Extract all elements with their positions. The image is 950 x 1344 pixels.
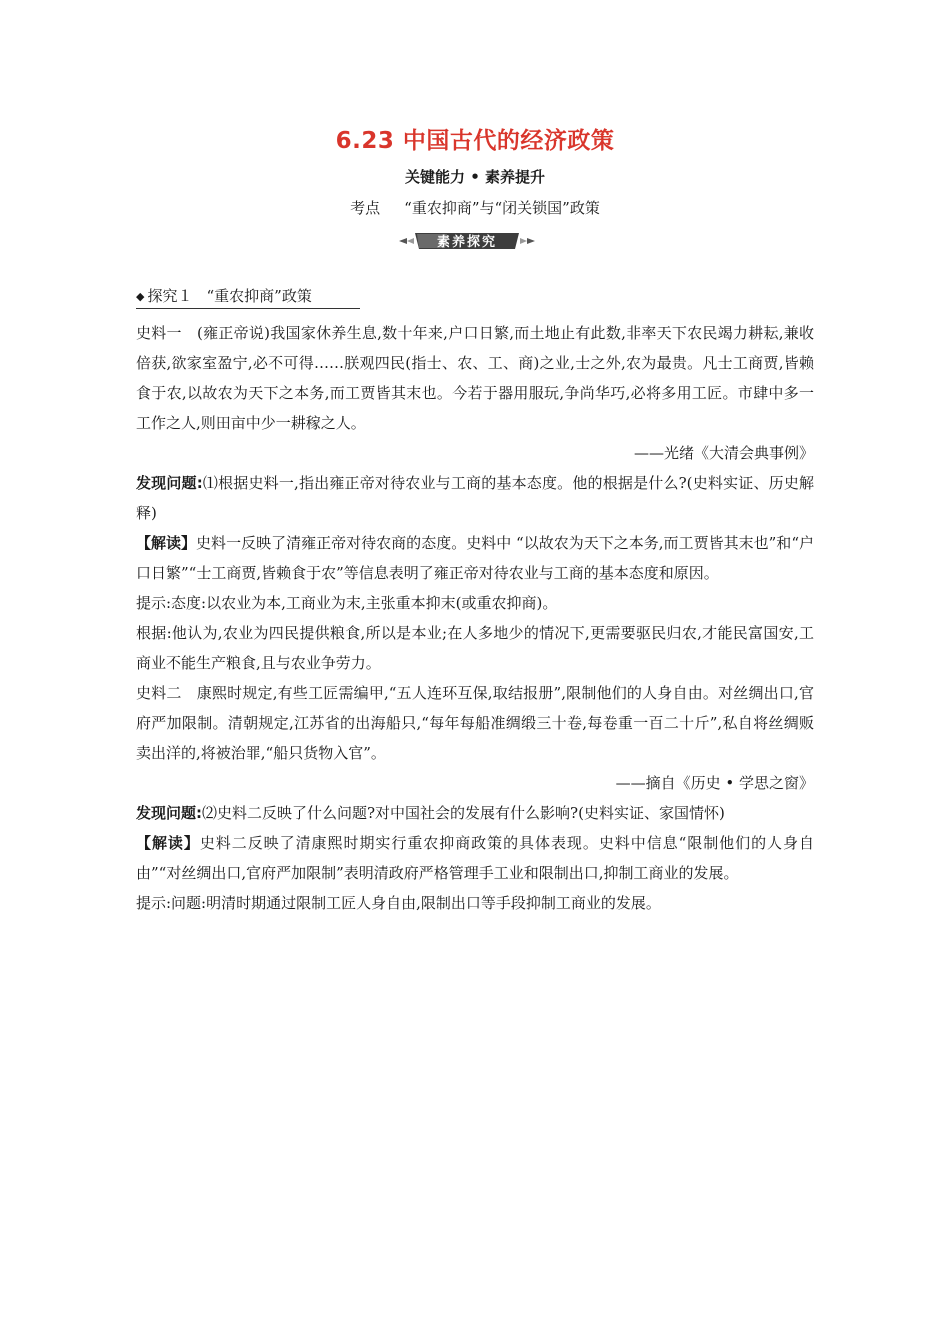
- source-1-citation: ——光绪《大清会典事例》: [633, 444, 814, 462]
- source-2-citation: ——摘自《历史 • 学思之窗》: [615, 774, 814, 792]
- section-text: “重农抑商”政策: [206, 287, 312, 305]
- source-1: 史料一 (雍正帝说)我国家休养生息,数十年来,户口日繁,而土地止有此数,非率天下农民竭力耕耘,兼收倍获,欲家室盈宁,必不可得……朕观四民(指士、农、工、商)之业,士之外,农为最贵。凡士工商贾,皆赖食于农,以故农为天下之本务,而工贾皆其末也。今若于器用服玩,争尚华巧,必将多用工匠。市肆中多一工作之人,则田亩中少一耕稼之人。: [136, 324, 814, 432]
- page-subtitle: 关键能力 • 素养提升: [404, 168, 546, 186]
- section-heading: [136, 285, 360, 309]
- question-text: ⑵史料二反映了什么问题?对中国社会的发展有什么影响?(史料实证、家国情怀): [202, 804, 725, 822]
- source-2: 史料二 康熙时规定,有些工匠需编甲,“五人连环互保,取结报册”,限制他们的人身自由。对丝绸出口,官府严加限制。清朝规定,江苏省的出海船只,“每年每船准绸缎三十卷,每卷重一百二十斤”,私自将丝绸贩卖出洋的,将被治罪,“船只货物入官”。: [136, 684, 814, 762]
- question-1: [136, 468, 814, 528]
- section-banner: [397, 228, 537, 254]
- analysis-label: 【解读】: [136, 834, 200, 852]
- topic-label: 考点: [350, 199, 381, 217]
- question-2: [136, 798, 814, 828]
- question-label: 发现问题:: [136, 474, 203, 492]
- topic-text: “重农抑商”与“闭关锁国”政策: [404, 199, 600, 217]
- page-title: 6.23 中国古代的经济政策: [335, 128, 615, 154]
- question-text: ⑴根据史料一,指出雍正帝对待农业与工商的基本态度。他的根据是什么?(史料实证、历史解释): [136, 474, 815, 522]
- analysis-2: [136, 828, 814, 888]
- question-label: 发现问题:: [136, 804, 202, 822]
- banner-text: 素养探究: [436, 235, 498, 250]
- analysis-label: 【解读】: [136, 534, 197, 552]
- hint-basis: 根据:他认为,农业为四民提供粮食,所以是本业;在人多地少的情况下,更需要驱民归农,才能民富国安,工商业不能生产粮食,且与农业争劳力。: [136, 624, 814, 672]
- analysis-text: 史料一反映了清雍正帝对待农商的态度。史料中 “以故农为天下之本务,而工贾皆其末也”和“户口日繁”“士工商贾,皆赖食于农”等信息表明了雍正帝对待农业与工商的基本态度和原因。: [136, 534, 814, 582]
- hint-attitude: 提示:态度:以农业为本,工商业为末,主张重本抑末(或重农抑商)。: [136, 594, 558, 612]
- hint-problem: 提示:问题:明清时期通过限制工匠人身自由,限制出口等手段抑制工商业的发展。: [136, 894, 661, 912]
- diamond-bullet-icon: ◆: [136, 290, 145, 303]
- analysis-text: 史料二反映了清康熙时期实行重农抑商政策的具体表现。史料中信息“限制他们的人身自由”“对丝绸出口,官府严加限制”表明清政府严格管理手工业和限制出口,抑制工商业的发展。: [136, 834, 814, 882]
- topic-line: [0, 197, 950, 218]
- content-body: [136, 318, 814, 918]
- analysis-1: [136, 528, 814, 588]
- section-label: 探究１: [147, 287, 193, 305]
